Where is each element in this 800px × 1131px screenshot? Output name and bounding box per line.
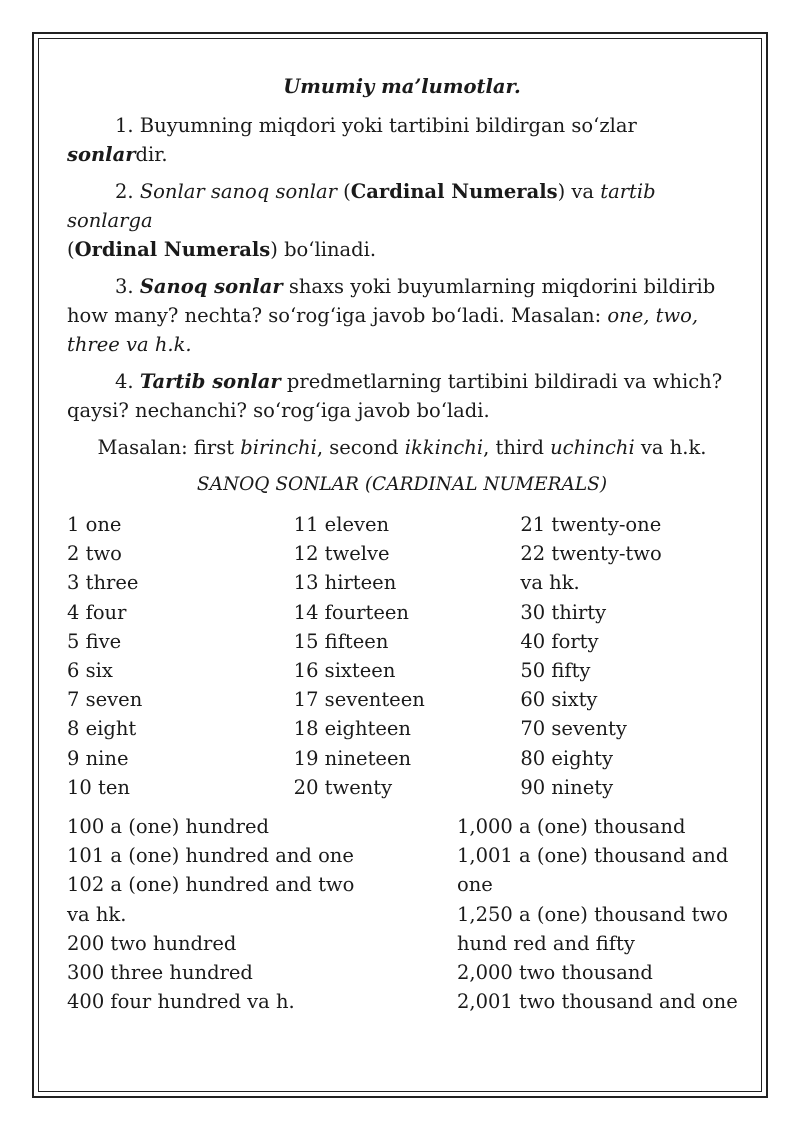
number-item: 14 fourteen [293,600,409,624]
paragraph-1 [67,111,737,169]
paragraph-4 [67,367,737,425]
p4-emphasis: Tartib sonlar [139,370,281,393]
example-word-2: ikkinchi [404,436,484,459]
p1-emphasis: sonlar [67,143,136,166]
numbers-column-1 [67,510,294,802]
numbers-table [67,510,747,802]
hundreds-column [67,812,457,1016]
number-item: hund red and fifty [457,931,635,955]
example-lead: Masalan: first [97,436,241,459]
number-item: 10 ten [67,775,130,799]
number-item: 2,001 two thousand and one [457,990,738,1014]
number-item: 8 eight [67,717,137,741]
number-item: 11 eleven [293,513,390,536]
page-title: Umumiy ma’lumotlar. [283,75,521,98]
number-item: 17 seventeen [293,688,425,712]
p3-num: 3. [115,275,140,298]
number-item: 4 four [67,600,127,624]
number-item: 7 seven [67,688,143,712]
number-item: 1,250 a (one) thousand two [457,902,728,926]
number-item: 50 fifty [520,659,591,683]
text-body [67,62,737,507]
p2-bold-2: Ordinal Numerals [74,238,271,261]
p4-text: predmetlarning tartibini bildiradi va which? qaysi? nechanchi? so‘rog‘iga javob bo‘ladi. [67,370,723,422]
number-item: 1 one [67,513,122,536]
p1-tail: dir. [135,143,168,166]
example-sep-2: , third [483,436,551,459]
section-heading: SANOQ SONLAR (CARDINAL NUMERALS) [196,474,608,495]
number-item: 60 sixty [520,688,598,712]
number-item: 15 fifteen [293,629,389,653]
example-sep-1: , second [316,436,405,459]
p2-italic-1: Sonlar sanoq sonlar [139,180,337,203]
number-item: 19 nineteen [293,746,412,770]
number-item: 2,000 two thousand [457,961,653,985]
number-item: 102 a (one) hundred and two [67,873,355,897]
number-item: 12 twelve [293,542,390,566]
number-item: 100 a (one) hundred [67,815,269,838]
p1-text: 1. Buyumning miqdori yoki tartibini bildirgan so‘zlar [115,114,637,137]
number-item: 1,000 a (one) thousand [457,815,686,838]
number-item: 101 a (one) hundred and one [67,844,354,868]
number-item: 9 nine [67,746,129,770]
number-item: 30 thirty [520,600,607,624]
p2-open-1: ( [336,180,351,203]
paragraph-3 [67,272,737,359]
numbers-column-2 [294,510,521,802]
number-item: 80 eighty [520,746,614,770]
example-line [67,433,737,462]
p2-open-2: ( [67,238,75,261]
example-word-1: birinchi [240,436,317,459]
p3-text: shaxs yoki buyumlarning miqdorini bildirib how many? nechta? so‘rog‘iga javob bo‘ladi. Masalan: [67,275,716,327]
number-item: 22 twenty-two [520,542,662,566]
thousands-column [457,812,747,1016]
number-item: 2 two [67,542,122,566]
number-item: 1,001 a (one) thousand and [457,844,729,868]
number-item: one [457,873,493,897]
number-item: 5 five [67,629,122,653]
p2-num: 2. [115,180,140,203]
p3-emphasis: Sanoq sonlar [139,275,283,298]
number-item: va hk. [520,571,580,595]
paragraph-2 [67,177,737,264]
number-item: 3 three [67,571,139,595]
number-item: 70 seventy [520,717,627,741]
p2-bold-1: Cardinal Numerals [350,180,558,203]
numbers-column-3 [520,510,747,802]
number-item: 21 twenty-one [520,513,662,536]
p2-mid: ) va [557,180,601,203]
p3-italic: one, two, three va h.k. [67,304,699,356]
p2-tail: ) bo‘linadi. [270,238,377,261]
number-item: va hk. [67,902,127,926]
p2-italic-2: tartib sonlarga [67,180,656,232]
number-item: 300 three hundred [67,961,253,985]
number-item: 6 six [67,659,113,683]
number-item: 200 two hundred [67,931,237,955]
number-item: 18 eighteen [293,717,411,741]
large-numbers-table [67,812,747,1016]
number-item: 20 twenty [293,775,393,799]
number-item: 40 forty [520,629,599,653]
p4-num: 4. [115,370,140,393]
number-item: 13 hirteen [293,571,397,595]
example-word-3: uchinchi [550,436,635,459]
number-item: 400 four hundred va h. [67,990,295,1014]
number-item: 90 ninety [520,775,614,799]
example-tail: va h.k. [634,436,707,459]
number-item: 16 sixteen [293,659,396,683]
